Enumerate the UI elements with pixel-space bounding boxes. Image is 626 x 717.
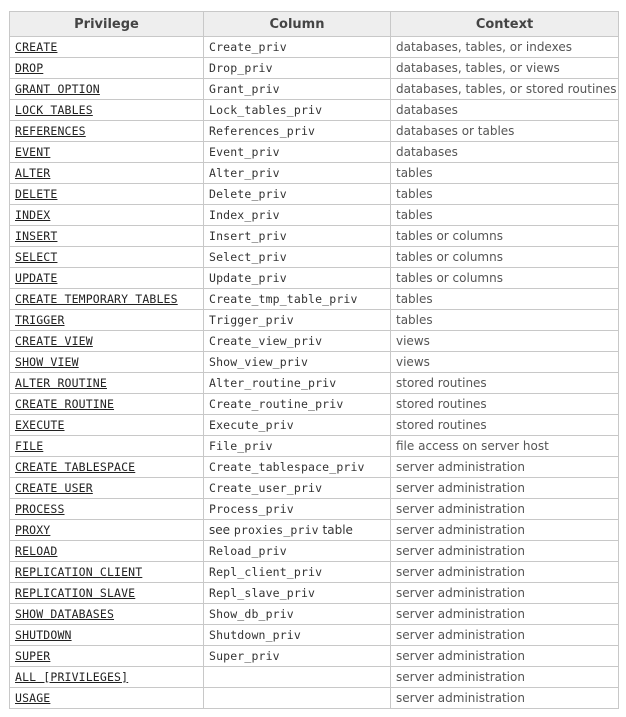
table-row (10, 289, 619, 310)
context-cell: server administration (391, 541, 619, 562)
privilege-cell (10, 100, 204, 121)
context-cell: server administration (391, 562, 619, 583)
column-name: Grant_priv (209, 82, 280, 96)
header-context: Context (391, 12, 619, 37)
column-cell (204, 184, 391, 205)
context-cell: views (391, 352, 619, 373)
privilege-link[interactable]: LOCK TABLES (15, 103, 93, 117)
privilege-link[interactable]: RELOAD (15, 544, 58, 558)
context-cell: databases, tables, or views (391, 58, 619, 79)
column-cell (204, 268, 391, 289)
column-cell (204, 100, 391, 121)
context-cell: tables (391, 205, 619, 226)
column-cell (204, 142, 391, 163)
column-name: Show_db_priv (209, 607, 294, 621)
privilege-link[interactable]: ALTER (15, 166, 51, 180)
privilege-link[interactable]: CREATE VIEW (15, 334, 93, 348)
privilege-link[interactable]: EXECUTE (15, 418, 65, 432)
context-cell: server administration (391, 499, 619, 520)
column-cell (204, 667, 391, 688)
privilege-cell (10, 415, 204, 436)
table-row (10, 184, 619, 205)
column-name: Super_priv (209, 649, 280, 663)
column-name: Create_routine_priv (209, 397, 344, 411)
privilege-link[interactable]: FILE (15, 439, 44, 453)
context-cell: stored routines (391, 415, 619, 436)
context-cell: tables (391, 310, 619, 331)
column-cell (204, 541, 391, 562)
column-prefix: see (209, 523, 234, 537)
privileges-table-container (9, 11, 619, 709)
table-row (10, 205, 619, 226)
context-cell: server administration (391, 625, 619, 646)
column-cell (204, 58, 391, 79)
context-cell: tables (391, 184, 619, 205)
privilege-cell (10, 58, 204, 79)
column-cell (204, 520, 391, 541)
privilege-cell (10, 562, 204, 583)
privilege-cell (10, 373, 204, 394)
table-row (10, 100, 619, 121)
privilege-cell (10, 520, 204, 541)
table-row (10, 457, 619, 478)
privilege-link[interactable]: DROP (15, 61, 44, 75)
privilege-link[interactable]: ALL [PRIVILEGES] (15, 670, 129, 684)
privilege-cell (10, 142, 204, 163)
privilege-link[interactable]: INDEX (15, 208, 51, 222)
privilege-link[interactable]: CREATE TABLESPACE (15, 460, 136, 474)
privilege-link[interactable]: REPLICATION CLIENT (15, 565, 143, 579)
table-row (10, 625, 619, 646)
column-cell (204, 37, 391, 58)
table-row (10, 478, 619, 499)
column-name: Create_view_priv (209, 334, 323, 348)
table-row (10, 352, 619, 373)
column-cell (204, 646, 391, 667)
column-name: Lock_tables_priv (209, 103, 323, 117)
context-cell: tables or columns (391, 226, 619, 247)
column-cell (204, 163, 391, 184)
privilege-link[interactable]: SHOW DATABASES (15, 607, 115, 621)
column-name: Repl_client_priv (209, 565, 323, 579)
table-row (10, 79, 619, 100)
context-cell: server administration (391, 520, 619, 541)
privilege-cell (10, 478, 204, 499)
privilege-cell (10, 688, 204, 709)
context-cell: tables (391, 163, 619, 184)
table-row (10, 142, 619, 163)
column-name: Create_priv (209, 40, 287, 54)
privilege-cell (10, 268, 204, 289)
context-cell: databases (391, 100, 619, 121)
column-cell (204, 121, 391, 142)
column-name: Shutdown_priv (209, 628, 301, 642)
privilege-cell (10, 499, 204, 520)
privilege-link[interactable]: GRANT OPTION (15, 82, 100, 96)
context-cell: tables or columns (391, 247, 619, 268)
privilege-cell (10, 79, 204, 100)
column-cell (204, 373, 391, 394)
privilege-link[interactable]: REFERENCES (15, 124, 86, 138)
context-cell: server administration (391, 667, 619, 688)
context-cell: databases, tables, or stored routines (391, 79, 619, 100)
table-row (10, 373, 619, 394)
table-row (10, 562, 619, 583)
column-cell (204, 478, 391, 499)
privilege-link[interactable]: PROXY (15, 523, 51, 537)
column-cell (204, 79, 391, 100)
table-row (10, 499, 619, 520)
column-cell (204, 583, 391, 604)
privilege-link[interactable]: CREATE USER (15, 481, 93, 495)
table-row (10, 331, 619, 352)
table-body (10, 37, 619, 709)
column-name: Update_priv (209, 271, 287, 285)
column-cell (204, 688, 391, 709)
column-cell (204, 205, 391, 226)
table-row (10, 268, 619, 289)
context-cell: databases or tables (391, 121, 619, 142)
privilege-cell (10, 352, 204, 373)
column-cell (204, 352, 391, 373)
table-row (10, 604, 619, 625)
table-row (10, 520, 619, 541)
column-name: Trigger_priv (209, 313, 294, 327)
privilege-cell (10, 604, 204, 625)
privilege-cell (10, 625, 204, 646)
context-cell: databases (391, 142, 619, 163)
column-cell (204, 499, 391, 520)
column-cell (204, 562, 391, 583)
privilege-cell (10, 541, 204, 562)
privilege-link[interactable]: SUPER (15, 649, 51, 663)
column-name: Show_view_priv (209, 355, 309, 369)
column-cell (204, 247, 391, 268)
table-row (10, 226, 619, 247)
privilege-link[interactable]: PROCESS (15, 502, 65, 516)
column-cell (204, 394, 391, 415)
header-column: Column (204, 12, 391, 37)
column-name: proxies_priv (233, 523, 319, 537)
table-row (10, 163, 619, 184)
column-cell (204, 436, 391, 457)
context-cell: server administration (391, 457, 619, 478)
privilege-link[interactable]: CREATE TEMPORARY TABLES (15, 292, 178, 306)
column-cell (204, 226, 391, 247)
column-name: Reload_priv (209, 544, 287, 558)
context-cell: server administration (391, 688, 619, 709)
column-name: Create_tablespace_priv (209, 460, 365, 474)
privilege-cell (10, 37, 204, 58)
context-cell: stored routines (391, 373, 619, 394)
table-row (10, 58, 619, 79)
table-row (10, 121, 619, 142)
privilege-cell (10, 646, 204, 667)
privilege-link[interactable]: EVENT (15, 145, 51, 159)
column-cell (204, 331, 391, 352)
column-cell (204, 457, 391, 478)
privilege-cell (10, 436, 204, 457)
privilege-cell (10, 289, 204, 310)
column-name: Alter_priv (209, 166, 280, 180)
column-cell (204, 625, 391, 646)
privilege-cell (10, 226, 204, 247)
privilege-link[interactable]: REPLICATION SLAVE (15, 586, 136, 600)
privilege-link[interactable]: ALTER ROUTINE (15, 376, 107, 390)
table-row (10, 394, 619, 415)
privileges-table (9, 11, 619, 709)
table-row (10, 667, 619, 688)
context-cell: server administration (391, 583, 619, 604)
column-name: Drop_priv (209, 61, 273, 75)
table-row (10, 541, 619, 562)
privilege-link[interactable]: CREATE (15, 40, 58, 54)
privilege-cell (10, 247, 204, 268)
context-cell: file access on server host (391, 436, 619, 457)
column-name: Delete_priv (209, 187, 287, 201)
column-name: Select_priv (209, 250, 287, 264)
privilege-cell (10, 457, 204, 478)
privilege-cell (10, 205, 204, 226)
table-header (10, 12, 619, 37)
column-cell (204, 289, 391, 310)
table-row (10, 310, 619, 331)
header-privilege: Privilege (10, 12, 204, 37)
column-cell (204, 310, 391, 331)
column-name: Index_priv (209, 208, 280, 222)
column-name: File_priv (209, 439, 273, 453)
context-cell: views (391, 331, 619, 352)
privilege-cell (10, 667, 204, 688)
table-row (10, 688, 619, 709)
column-cell (204, 415, 391, 436)
privilege-link[interactable]: SELECT (15, 250, 58, 264)
privilege-link[interactable]: CREATE ROUTINE (15, 397, 115, 411)
context-cell: databases, tables, or indexes (391, 37, 619, 58)
privilege-link[interactable]: DELETE (15, 187, 58, 201)
column-name: Execute_priv (209, 418, 294, 432)
context-cell: server administration (391, 478, 619, 499)
privilege-cell (10, 310, 204, 331)
context-cell: server administration (391, 646, 619, 667)
column-name: References_priv (209, 124, 316, 138)
table-row (10, 436, 619, 457)
column-name: Event_priv (209, 145, 280, 159)
privilege-cell (10, 394, 204, 415)
column-name: Process_priv (209, 502, 294, 516)
column-name: Repl_slave_priv (209, 586, 316, 600)
table-row (10, 37, 619, 58)
column-cell (204, 604, 391, 625)
privilege-cell (10, 121, 204, 142)
privilege-cell (10, 331, 204, 352)
privilege-link[interactable]: SHOW VIEW (15, 355, 79, 369)
privilege-cell (10, 163, 204, 184)
context-cell: tables or columns (391, 268, 619, 289)
context-cell: tables (391, 289, 619, 310)
context-cell: stored routines (391, 394, 619, 415)
privilege-link[interactable]: INSERT (15, 229, 58, 243)
column-name: Create_tmp_table_priv (209, 292, 358, 306)
privilege-link[interactable]: UPDATE (15, 271, 58, 285)
column-suffix: table (318, 523, 353, 537)
table-row (10, 247, 619, 268)
header-row (10, 12, 619, 37)
privilege-link[interactable]: SHUTDOWN (15, 628, 72, 642)
privilege-link[interactable]: TRIGGER (15, 313, 65, 327)
table-row (10, 415, 619, 436)
column-name: Alter_routine_priv (209, 376, 337, 390)
table-row (10, 646, 619, 667)
privilege-cell (10, 583, 204, 604)
context-cell: server administration (391, 604, 619, 625)
privilege-cell (10, 184, 204, 205)
column-name: Insert_priv (209, 229, 287, 243)
table-row (10, 583, 619, 604)
privilege-link[interactable]: USAGE (15, 691, 51, 705)
column-name: Create_user_priv (209, 481, 323, 495)
